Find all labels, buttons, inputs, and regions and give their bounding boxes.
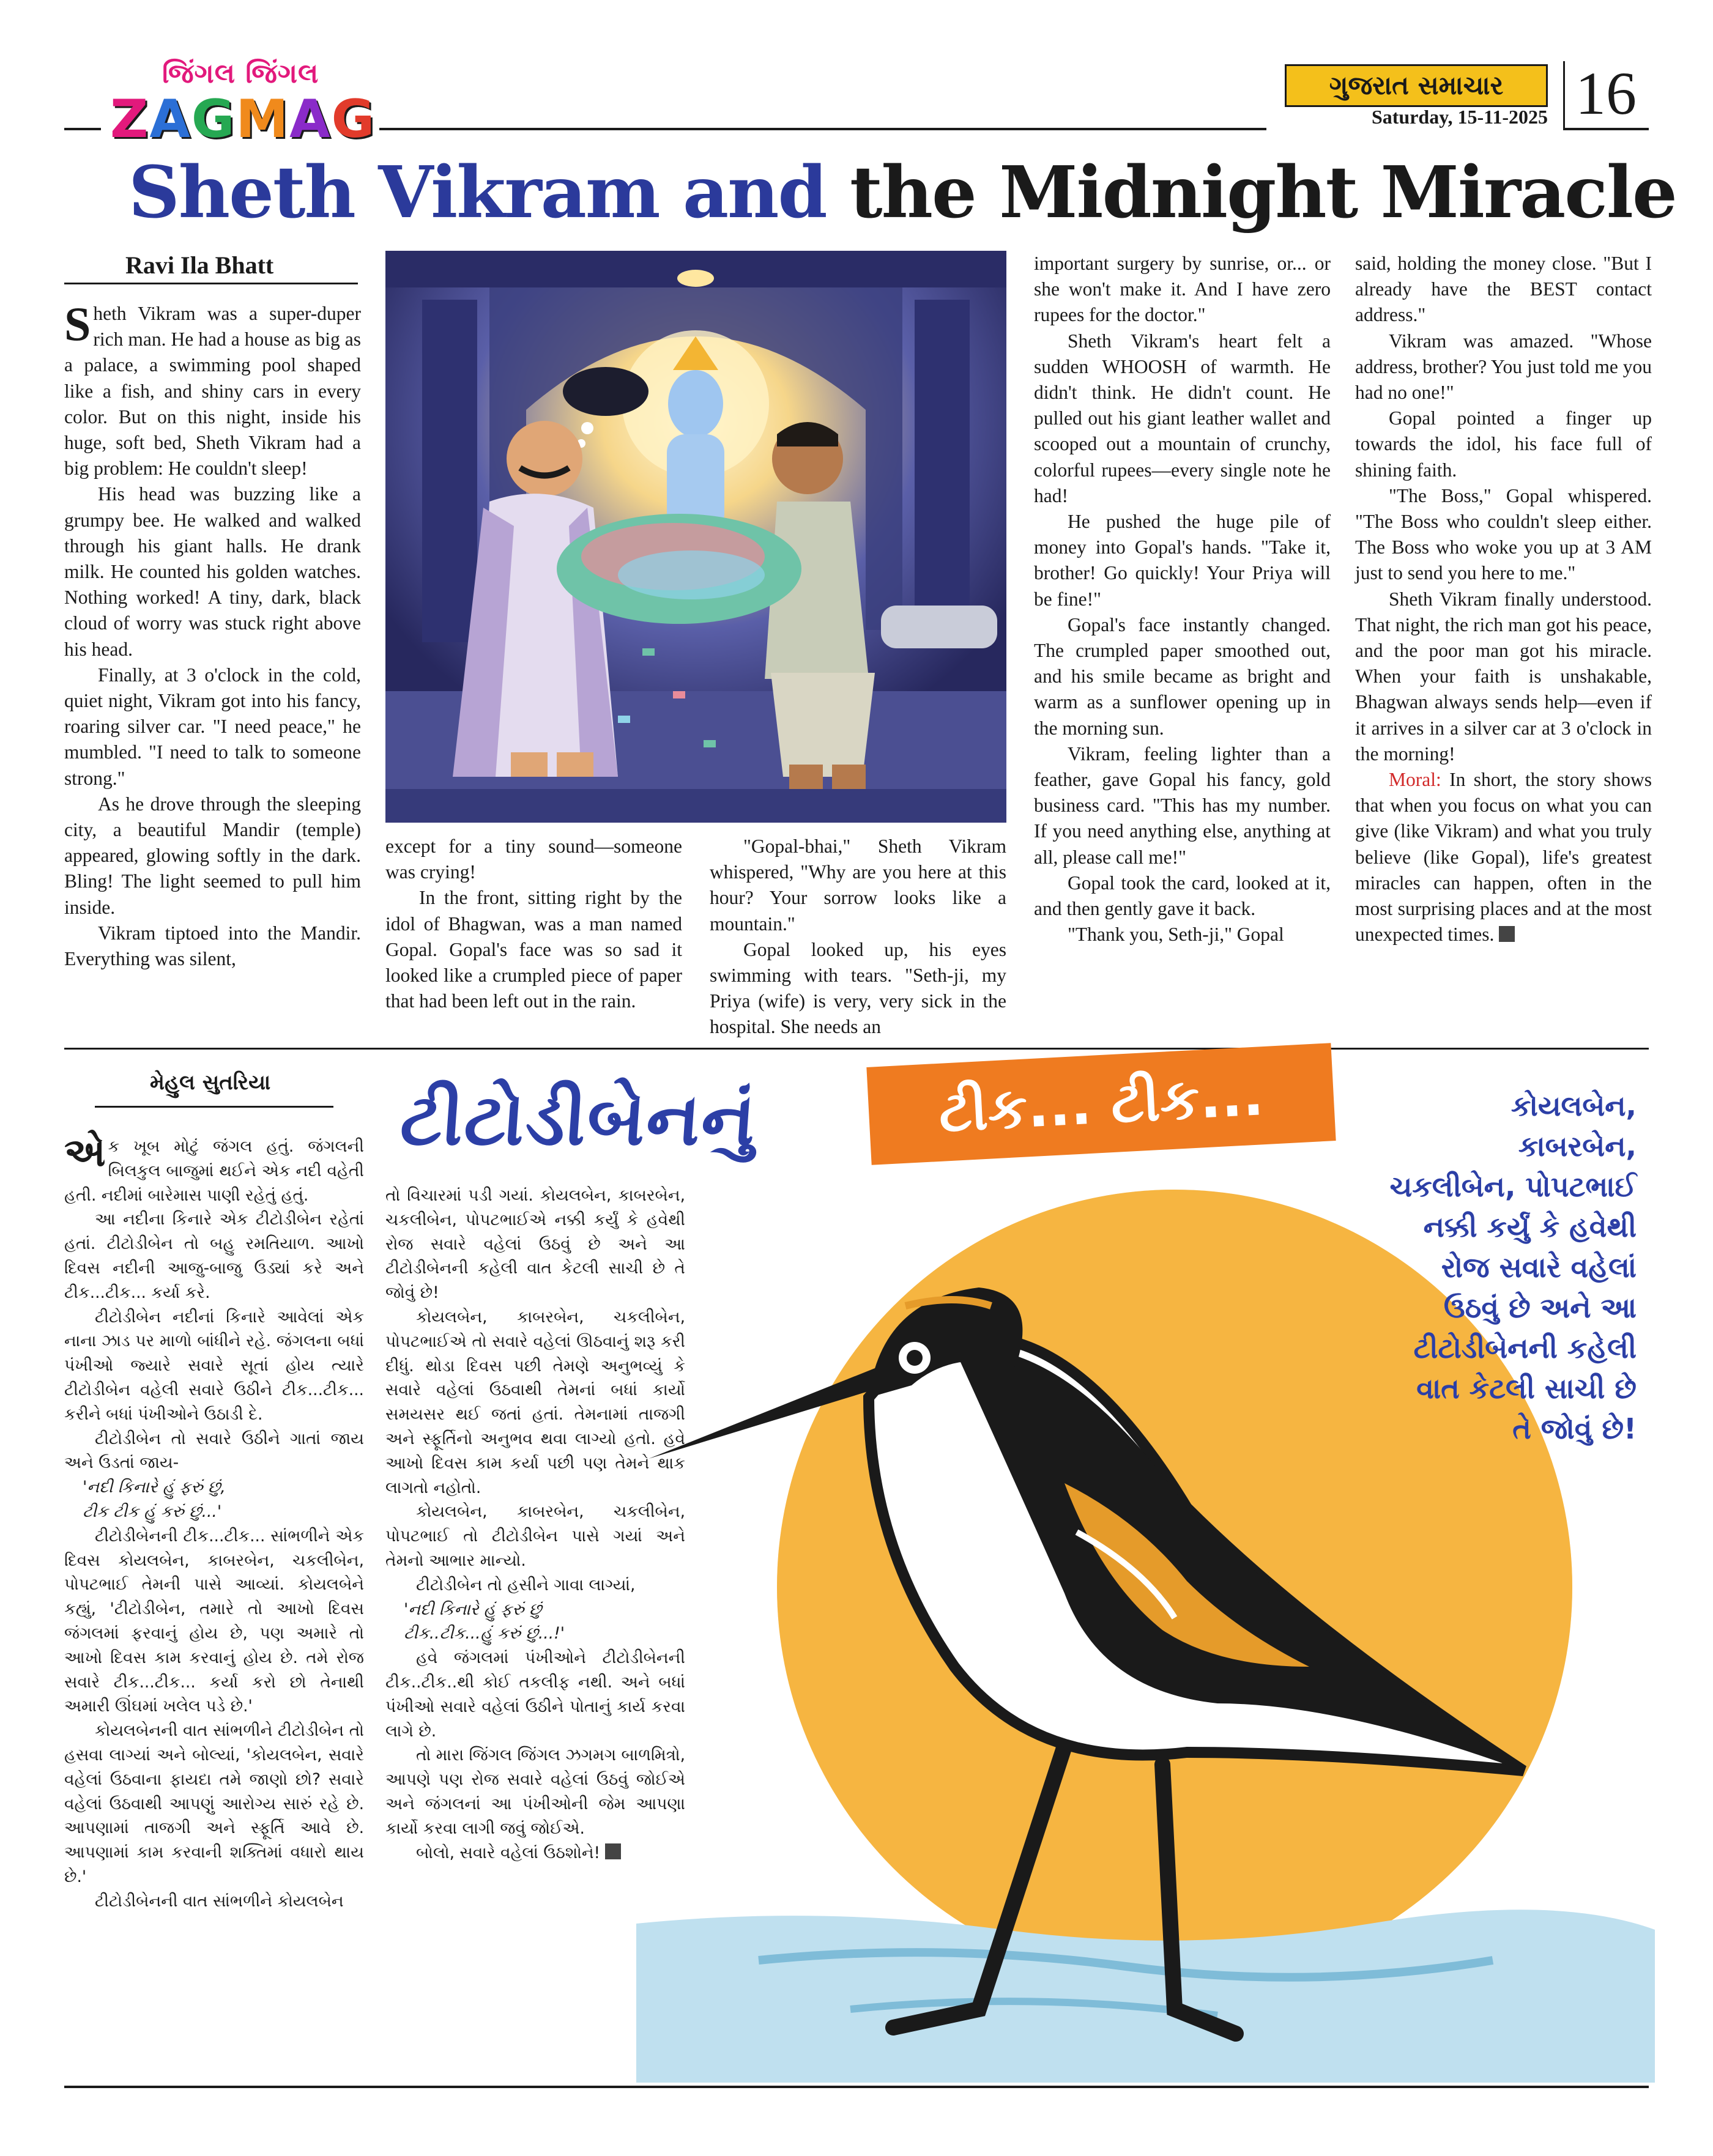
paragraph-text: ક ખૂબ મોટું જંગલ હતું. જંગલની બિલકુલ બાજુમાં થઈને એક નદી વહેતી હતી. નદીમાં બારેમાસ પાણી રહેતું હતું. xyxy=(64,1137,364,1205)
paragraph xyxy=(64,297,361,481)
pull-quote-line: નક્કી કર્યું કે હવેથી xyxy=(1423,1210,1637,1243)
verse-line: ટીક ટીક હું કરું છું...' xyxy=(83,1502,222,1521)
paragraph: કોયલબેનની વાત સાંભળીને ટીટોડીબેન તો હસવા લાગ્યાં અને બોલ્યાં, 'કોયલબેન, સવારે વહેલાં ઉઠવાના ફાયદા તમે જાણો છો? સવારે વહેલાં ઉઠવાથી આપણું આરોગ્ય સારું રહે છે. આપણામાં તાજગી અને સ્ફૂર્તિ આવે છે. આપણામાં કામ કરવાની શક્તિમાં વધારો થાય છે.' xyxy=(64,1721,364,1886)
page-number: 16 xyxy=(1575,59,1637,127)
moral-paragraph xyxy=(1355,767,1652,947)
paragraph: આ નદીના કિનારે એક ટીટોડીબેન રહેતાં હતાં. ટીટોડીબેન તો બહુ રમતિયાળ. આખો દિવસ નદીની આજુ-બાજુ ઉડ્યાં કરે અને ટીક...ટીક... કર્યા કરે. xyxy=(64,1210,364,1302)
paragraph xyxy=(385,1841,685,1865)
paragraph: Gopal took the card, looked at it, and then gently gave it back. xyxy=(1034,872,1331,920)
paragraph: Vikram tiptoed into the Mandir. Everything was silent, xyxy=(64,922,361,970)
paragraph: Sheth Vikram's heart felt a sudden WHOOSH of warmth. He didn't think. He didn't count. He pulled out his giant leather wallet and scooped out a mountain of crunchy, colorful rupees—every single note he had! xyxy=(1034,330,1331,506)
newspaper-name-badge: ગુજરાત સમાચાર xyxy=(1285,64,1548,107)
paragraph: Vikram, feeling lighter than a feather, gave Gopal his fancy, gold business card. "This has my number. If you need anything else, anything at all, please call me!" xyxy=(1034,743,1331,868)
end-mark-icon xyxy=(605,1843,621,1859)
paragraph: તો મારા જિંગલ જિંગલ ઝગમગ બાળમિત્રો, આપણે પણ રોજ સવારે વહેલાં ઉઠવું જોઈએ અને જંગલનાં આ પંખીઓની જેમ આપણા કાર્યો કરવા લાગી જવું જોઈએ. xyxy=(385,1746,685,1838)
paragraph: ટીટોડીબેન તો સવારે ઉઠીને ગાતાં જાય અને ઉડતાં જાય- xyxy=(64,1429,364,1473)
verse-line: 'નદી કિનારે હું ફરું છું, xyxy=(83,1478,226,1497)
gujarati-title-banner: ટીક... ટીક... xyxy=(866,1043,1336,1165)
logo-letter: M xyxy=(236,89,290,150)
moral-text: In short, the story shows that when you focus on what you can give (like Vikram) and what you truly believe (like Gopal), life's greatest miracles can happen, often in the most surprising places and at the most unexpected times. xyxy=(1355,769,1652,946)
pull-quote-line: તે જોવું છે! xyxy=(1512,1412,1637,1445)
logo-letter: G xyxy=(191,89,236,150)
logo-letter: G xyxy=(331,89,376,150)
english-column-2 xyxy=(385,834,682,1014)
header-rule xyxy=(64,128,101,130)
paragraph: "Gopal-bhai," Sheth Vikram whispered, "Why are you here at this hour? Your sorrow looks like a mountain." xyxy=(710,835,1006,935)
gujarati-column-2 xyxy=(385,1184,685,1865)
paragraph: As he drove through the sleeping city, a beautiful Mandir (temple) appeared, glowing softly in the dark. Bling! The light seemed to pull him inside. xyxy=(64,793,361,918)
english-byline: Ravi Ila Bhatt xyxy=(125,251,274,279)
page-number-separator xyxy=(1563,61,1565,128)
logo-letter: A xyxy=(289,89,332,150)
pull-quote-line: વાત કેટલી સાચી છે xyxy=(1416,1372,1637,1405)
drop-cap: એ xyxy=(64,1130,106,1176)
paragraph: તો વિચારમાં પડી ગયાં. કોયલબેન, કાબરબેન, ચકલીબેન, પોપટભાઈએ નક્કી કર્યું કે હવેથી રોજ સવારે વહેલાં ઉઠવું છે અને આ ટીટોડીબેનની કહેલી વાત કેટલી સાચી છે તે જોવું છે! xyxy=(385,1186,685,1303)
paragraph: important surgery by sunrise, or... or she won't make it. And I have zero rupees for the doctor." xyxy=(1034,253,1331,326)
logo-wordmark xyxy=(110,89,376,150)
english-column-1 xyxy=(64,297,361,972)
paragraph: In the front, sitting right by the idol of Bhagwan, was a man named Gopal. Gopal's face was so sad it looked like a crumpled piece of paper that had been left out in the rain. xyxy=(385,887,682,1012)
end-mark-icon xyxy=(1499,926,1515,942)
paragraph: Finally, at 3 o'clock in the cold, quiet night, Vikram got into his fancy, roaring silver car. "I need peace," he mumbled. "I need to talk to someone strong." xyxy=(64,664,361,789)
pull-quote-line: કોયલબેન, xyxy=(1510,1089,1637,1122)
pull-quote-line: ટીટોડીબેનની કહેલી xyxy=(1413,1332,1637,1365)
story-divider xyxy=(64,1048,1649,1050)
paragraph: Sheth Vikram finally understood. That night, the rich man got his peace, and the poor man got his miracle. When your faith is unshakable, Bhagwan always sends help—even if it arrives in a silver car at 3 o'clock in the morning! xyxy=(1355,588,1652,765)
drop-cap: S xyxy=(64,297,91,350)
paragraph: He pushed the huge pile of money into Gopal's hands. "Take it, brother! Go quickly! Your Priya will be fine!" xyxy=(1034,511,1331,610)
moral-label: Moral: xyxy=(1389,769,1441,791)
pull-quote-line: ચકલીબેન, પોપટભાઈ xyxy=(1389,1170,1637,1203)
paragraph: except for a tiny sound—someone was crying! xyxy=(385,835,682,883)
paragraph-text: બોલો, સવારે વહેલાં ઉઠશોને! xyxy=(416,1843,601,1862)
english-column-3 xyxy=(710,834,1006,1040)
pull-quote-line: ઉઠવું છે અને આ xyxy=(1443,1291,1637,1324)
paragraph: હવે જંગલમાં પંખીઓને ટીટોડીબેનની ટીક..ટીક..થી કોઈ તકલીફ નથી. અને બધાં પંખીઓ સવારે વહેલાં ઉઠીને પોતાનું કાર્ય કરવા લાગે છે. xyxy=(385,1648,685,1741)
gujarati-story-title: ટીટોડીબેનનું xyxy=(398,1077,760,1161)
paragraph: said, holding the money close. "But I already have the BEST contact address." xyxy=(1355,253,1652,326)
paragraph: Gopal looked up, his eyes swimming with tears. "Seth-ji, my Priya (wife) is very, very sick in the hospital. She needs an xyxy=(710,938,1006,1038)
paragraph: ટીટોડીબેન તો હસીને ગાવા લાગ્યાં, xyxy=(416,1575,636,1595)
paragraph-text: heth Vikram was a super-duper rich man. He had a house as big as a palace, a swimming pool shaped like a fish, and shiny cars in every color. But on this night, inside his huge, soft bed, Sheth Vikram had a big problem: He couldn't sleep! xyxy=(64,303,361,480)
paragraph: કોયલબેન, કાબરબેન, ચકલીબેન, પોપટભાઈએ તો સવારે વહેલાં ઊઠવાનું શરૂ કરી દીધું. થોડા દિવસ પછી તેમણે અનુભવ્યું કે સવારે વહેલાં ઉઠવાથી તેમનાં બધાં કાર્યો સમયસર થઈ જતાં હતાં. તેમનામાં તાજગી અને સ્ફૂર્તિનો અનુભવ થવા લાગ્યો હતો. હવે આખો દિવસ કામ કર્યા પછી પણ તેમને થાક લાગતો નહોતો. xyxy=(385,1307,685,1497)
byline-rule xyxy=(95,1106,333,1108)
english-column-5 xyxy=(1355,251,1652,947)
byline-rule xyxy=(64,283,358,284)
pull-quote-line: રોજ સવારે વહેલાં xyxy=(1441,1251,1637,1284)
gujarati-column-1 xyxy=(64,1130,364,1914)
footer-rule xyxy=(64,2086,1649,2088)
gujarati-byline: મેહુલ સુતરિયા xyxy=(150,1070,271,1095)
issue-date: Saturday, 15-11-2025 xyxy=(1371,106,1548,128)
title-part-1: Sheth Vikram and xyxy=(128,151,827,234)
paragraph: Vikram was amazed. "Whose address, brother? You just told me you had no one!" xyxy=(1355,330,1652,404)
paragraph xyxy=(64,1130,364,1207)
verse-line: 'નદી કિનારે હું ફરું છું xyxy=(404,1599,542,1619)
gujarati-pull-quote xyxy=(1269,1086,1637,1449)
logo-letter: A xyxy=(149,89,191,150)
paragraph: કોયલબેન, કાબરબેન, ચકલીબેન, પોપટભાઈ તો ટીટોડીબેન પાસે ગયાં અને તેમનો આભાર માન્યો. xyxy=(385,1502,685,1570)
paragraph: ટીટોડીબેનની વાત સાંભળીને કોયલબેન xyxy=(95,1891,344,1911)
pull-quote-line: કાબરબેન, xyxy=(1518,1130,1637,1163)
paragraph: Gopal pointed a finger up towards the idol, his face full of shining faith. xyxy=(1355,407,1652,481)
logo-letter: Z xyxy=(110,89,150,150)
paragraph: "The Boss," Gopal whispered. "The Boss who couldn't sleep either. The Boss who woke you up at 3 AM just to send you here to me." xyxy=(1355,484,1652,584)
paragraph: Gopal's face instantly changed. The crumpled paper smoothed out, and his smile became as bright and warm as a sunflower opening up in the morning sun. xyxy=(1034,613,1331,739)
paragraph: ટીટોડીબેનની ટીક...ટીક... સાંભળીને એક દિવસ કોયલબેન, કાબરબેન, ચકલીબેન, પોપટભાઈ તેમની પાસે આવ્યાં. કોયલબેને કહ્યું, 'ટીટોડીબેન, તમારે તો આખો દિવસ જંગલમાં ફરવાનું હોય છે, પણ અમારે તો આખો દિવસ કામ કરવાનું હોય છે. તમે રોજ સવારે ટીક...ટીક... કર્યા કરો છો તેનાથી અમારી ઊંઘમાં ખલેલ પડે છે.' xyxy=(64,1526,364,1716)
paragraph: "Thank you, Seth-ji," Gopal xyxy=(1068,924,1284,946)
paragraph: His head was buzzing like a grumpy bee. He walked and walked through his giant halls. He drank milk. He counted his golden watches. Nothing worked! A tiny, dark, black cloud of worry was stuck right above his head. xyxy=(64,483,361,660)
logo-subtitle: જિંગલ જિંગલ xyxy=(162,58,319,89)
english-column-4 xyxy=(1034,251,1331,947)
zagmag-logo xyxy=(104,58,385,150)
paragraph: ટીટોડીબેન નદીનાં કિનારે આવેલાં એક નાના ઝાડ પર માળો બાંધીને રહે. જંગલના બધાં પંખીઓ જ્યારે સવારે સૂતાં હોય ત્યારે ટીટોડીબેન વહેલી સવારે ઉઠીને ટીક...ટીક... કરીને બધાં પંખીઓને ઉઠાડી દે. xyxy=(64,1307,364,1424)
verse-line: ટીક..ટીક...હું કરું છું...!' xyxy=(404,1624,565,1643)
title-part-2: the Midnight Miracle xyxy=(826,151,1676,234)
header-rule xyxy=(379,128,1266,130)
english-story-title xyxy=(128,150,1676,235)
temple-illustration xyxy=(385,251,1006,823)
